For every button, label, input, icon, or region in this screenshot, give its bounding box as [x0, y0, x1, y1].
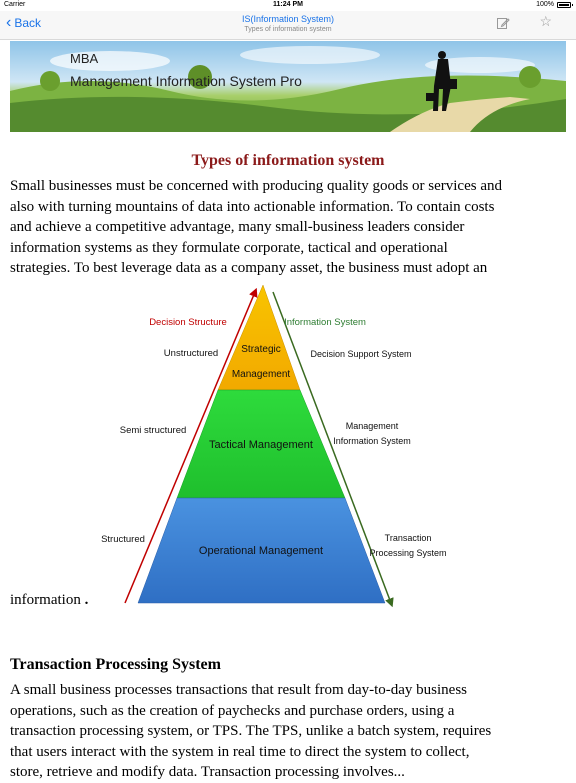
banner-title-line2: Management Information System Pro: [70, 73, 302, 89]
chevron-left-icon: ‹: [6, 14, 12, 31]
star-icon[interactable]: ☆: [539, 13, 552, 29]
is-label-tps-1: Transaction: [384, 533, 432, 543]
banner-title-line1: MBA: [70, 51, 99, 66]
back-label: Back: [14, 16, 42, 30]
paragraph-line: store, retrieve and modify data. Transaction processing involves...: [10, 764, 405, 780]
decision-label-structured: Structured: [101, 534, 145, 545]
nav-subtitle: Types of information system: [244, 26, 332, 33]
paragraph-tps: [10, 680, 566, 783]
paragraph-end-dot: .: [84, 592, 89, 608]
paragraph-line: strategies. To best leverage data as a company asset, the business must adopt an: [10, 260, 488, 276]
navigation-bar: [0, 11, 576, 40]
decision-label-semi-structured: Semi structured: [119, 425, 187, 436]
is-label-dss: Decision Support System: [310, 349, 412, 359]
paragraph-line: that users interact with the system in real time to direct the system to collect,: [10, 743, 470, 760]
paragraph-continuation: [10, 592, 88, 609]
section-heading-types: Types of information system: [191, 152, 385, 169]
decision-label-unstructured: Unstructured: [163, 348, 219, 359]
information-system-header: Information System: [284, 317, 366, 328]
battery-icon: [557, 2, 571, 8]
carrier-label: Carrier: [4, 1, 26, 8]
information-system-pyramid-diagram: [95, 280, 455, 610]
tier-label-strategic-2: Management: [231, 369, 291, 380]
paragraph-line: Small businesses must be concerned with producing quality goods or services and: [10, 178, 502, 194]
edit-icon[interactable]: [496, 16, 510, 30]
paragraph-line: operations, such as the creation of paychecks and purchase orders, using a: [10, 702, 455, 719]
section-heading-tps: Transaction Processing System: [10, 656, 221, 673]
is-label-mis-1: Management: [345, 421, 399, 431]
tier-label-tactical: Tactical Management: [209, 439, 313, 451]
paragraph-line: transaction processing system, or TPS. The TPS, unlike a batch system, requires: [10, 723, 492, 739]
paragraph-line: and achieve a competitive advantage, many small-business leaders consider: [10, 219, 465, 235]
is-label-tps-2: Processing System: [369, 548, 447, 558]
tier-label-strategic-1: Strategic: [241, 344, 281, 355]
paragraph-line: also with turning mountains of data into actionable information. To contain costs: [10, 198, 495, 215]
paragraph-line: information systems as they formulate corporate, tactical and operational: [10, 239, 448, 256]
tier-label-operational: Operational Management: [198, 545, 324, 557]
paragraph-intro: [10, 176, 566, 279]
status-bar: [0, 0, 576, 11]
nav-title: IS(Information System): [241, 14, 335, 24]
battery-percent: 100%: [536, 1, 554, 8]
is-label-mis-2: Information System: [333, 436, 411, 446]
paragraph-end-word: information: [10, 592, 81, 608]
decision-structure-header: Decision Structure: [149, 317, 227, 328]
status-time: 11:24 PM: [273, 1, 303, 8]
banner-image: [10, 41, 566, 132]
paragraph-line: A small business processes transactions that result from day-to-day business: [10, 682, 468, 698]
